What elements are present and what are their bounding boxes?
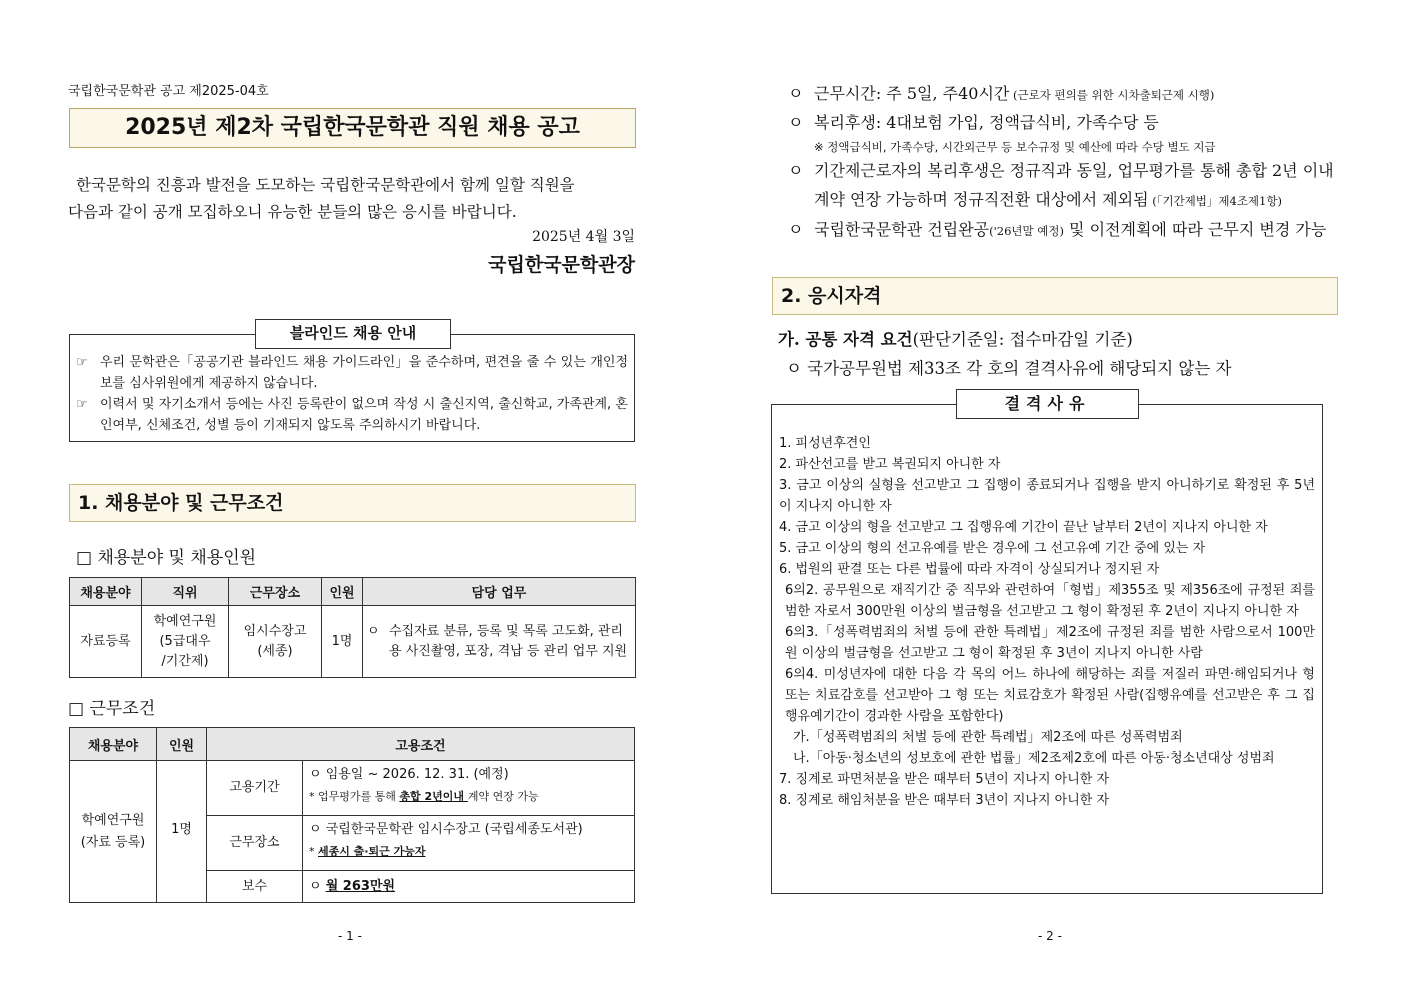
col-header: 인원 — [322, 578, 363, 606]
bullet-icon: ㅇ — [788, 220, 804, 239]
table-row — [70, 761, 635, 816]
list-item-continued: 계약 연장 가능하며 정규직전환 대상에서 제외됨 (「기간제법」제4조제1항) — [814, 190, 1282, 209]
blind-notice-title: 블라인드 채용 안내 — [255, 319, 451, 349]
list-item: 3. 금고 이상의 실형을 선고받고 그 집행이 종료되거나 집행을 받지 아니하기로 확정된 후 5년이 지나지 아니한 자 — [779, 478, 1315, 514]
cell-place: 임시수장고 (세종) — [229, 606, 322, 678]
blind-notice-list — [76, 352, 628, 436]
list-item: 5. 금고 이상의 형의 선고유예를 받은 경우에 그 선고유예 기간 중에 있는 자 — [779, 541, 1206, 556]
cell-duty: ㅇ 수집자료 분류, 등록 및 목록 고도화, 관리용 사진촬영, 포장, 격납 등 관리 업무 지원 — [363, 606, 636, 678]
pointing-hand-icon: ☞ — [76, 355, 88, 370]
cell-label: 고용기간 — [207, 761, 303, 816]
benefit-note: ※ 정액급식비, 가족수당, 시간외근무 등 보수규정 및 예산에 따라 수당 별도 지급 — [814, 140, 1216, 154]
col-header: 담당 업무 — [363, 578, 636, 606]
list-item: 4. 금고 이상의 형을 선고받고 그 집행유예 기간이 끝난 날부터 2년이 지나지 아니한 자 — [779, 520, 1268, 535]
intro-line-1: 한국문학의 진흥과 발전을 도모하는 국립한국문학관에서 함께 일할 직원을 — [76, 176, 575, 194]
bullet-icon: ㅇ — [788, 84, 804, 103]
signer: 국립한국문학관장 — [488, 254, 635, 276]
page-title: 2025년 제2차 국립한국문학관 직원 채용 공고 — [69, 108, 636, 148]
bullet-icon: ㅇ — [788, 161, 804, 180]
requirement-item: ㅇ 국가공무원법 제33조 각 호의 결격사유에 해당되지 않는 자 — [786, 359, 1232, 378]
blind-notice-item: ☞ 우리 문학관은「공공기관 블라인드 채용 가이드라인」을 준수하며, 편견을 줄 수 있는 개인정보를 심사위원에게 제공하지 않습니다. — [76, 352, 628, 394]
page-number-2: - 2 - — [1038, 929, 1062, 943]
col-header: 인원 — [157, 728, 207, 761]
recruitment-table — [69, 577, 636, 678]
cell-position: 학예연구원 (5급대우 /기간제) — [142, 606, 229, 678]
list-item: 6. 법원의 판결 또는 다른 법률에 따라 자격이 상실되거나 정지된 자 — [779, 562, 1160, 577]
working-conditions-list — [788, 80, 1348, 245]
subsection-conditions: □ 근무조건 — [68, 699, 156, 719]
pointing-hand-icon: ☞ — [76, 397, 88, 412]
col-header: 근무장소 — [229, 578, 322, 606]
list-item: 1. 피성년후견인 — [779, 436, 871, 451]
list-item: ㅇ 기간제근로자의 복리후생은 정규직과 동일, 업무평가를 통해 총합 2년 이내 — [788, 157, 1348, 185]
subsection-common-requirements: 가. 공통 자격 요건(판단기준일: 접수마감일 기준) — [778, 330, 1133, 349]
cell-field: 학예연구원 (자료 등록) — [70, 761, 157, 903]
list-item: 6의3.「성폭력범죄의 처벌 등에 관한 특례법」제2조에 규정된 죄를 범한 사람으로서 100만원 이상의 벌금형을 선고받고 그 형이 확정된 후 3년이 지나지 아니한 사람 — [785, 625, 1315, 661]
cell-field: 자료등록 — [70, 606, 142, 678]
list-item: ㅇ 근무시간: 주 5일, 주40시간 (근로자 편의를 위한 시차출퇴근제 시행) — [788, 80, 1348, 109]
section-1-heading: 1. 채용분야 및 근무조건 — [69, 484, 636, 522]
cell-label: 근무장소 — [207, 816, 303, 871]
list-item: 7. 징계로 파면처분을 받은 때부터 5년이 지나지 아니한 자 — [779, 772, 1110, 787]
cell-condition: ㅇ 월 263만원 — [303, 871, 635, 903]
list-item: 8. 징계로 해임처분을 받은 때부터 3년이 지나지 아니한 자 — [779, 793, 1110, 808]
notice-number: 국립한국문학관 공고 제2025-04호 — [68, 84, 269, 99]
disqualification-list — [779, 433, 1315, 811]
disqualification-title: 결격사유 — [956, 389, 1139, 419]
cell-count: 1명 — [322, 606, 363, 678]
cell-label: 보수 — [207, 871, 303, 903]
section-2-heading: 2. 응시자격 — [772, 277, 1338, 315]
table-header-row — [70, 728, 635, 761]
blind-notice-item: ☞ 이력서 및 자기소개서 등에는 사진 등록란이 없으며 작성 시 출신지역, 출신학교, 가족관계, 혼인여부, 신체조건, 성별 등이 기재되지 않도록 주의하시기 바랍니다. — [76, 394, 628, 436]
col-header: 직위 — [142, 578, 229, 606]
intro-paragraph — [68, 172, 636, 226]
list-item: 6의2. 공무원으로 재직기간 중 직무와 관련하여「형법」제355조 및 제356조에 규정된 죄를 범한 자로서 300만원 이상의 벌금형을 선고받고 그 형이 확정된 후 2년이 지나지 아니한 자 — [785, 583, 1315, 619]
notice-date: 2025년 4월 3일 — [532, 229, 635, 245]
list-item: 가.「성폭력범죄의 처벌 등에 관한 특례법」제2조에 따른 성폭력범죄 — [793, 730, 1183, 745]
bullet-icon: ㅇ — [788, 113, 804, 132]
cell-condition: ㅇ 국립한국문학관 임시수장고 (국립세종도서관) * 세종시 출·퇴근 가능자 — [303, 816, 635, 871]
cell-count: 1명 — [157, 761, 207, 903]
intro-line-2: 다음과 같이 공개 모집하오니 유능한 분들의 많은 응시를 바랍니다. — [68, 203, 517, 221]
list-item: ㅇ 복리후생: 4대보험 가입, 정액급식비, 가족수당 등 — [788, 109, 1348, 137]
col-header: 채용분야 — [70, 578, 142, 606]
table-header-row — [70, 578, 636, 606]
subsection-recruitment: □ 채용분야 및 채용인원 — [76, 548, 257, 568]
list-item: 2. 파산선고를 받고 복권되지 아니한 자 — [779, 457, 1001, 472]
col-header: 채용분야 — [70, 728, 157, 761]
list-item: 6의4. 미성년자에 대한 다음 각 목의 어느 하나에 해당하는 죄를 저질러 파면·해임되거나 형 또는 치료감호를 선고받아 그 형 또는 치료감호가 확정된 사람(집행유예를 선고받은 후 그 집행유예기간이 경과한 사람을 포함한다) — [785, 667, 1315, 724]
bullet-icon: ㅇ — [367, 623, 380, 639]
table-row — [70, 606, 636, 678]
list-item: 나.「아동·청소년의 성보호에 관한 법률」제2조제2호에 따른 아동·청소년대상 성범죄 — [793, 751, 1275, 766]
list-item: ㅇ 국립한국문학관 건립완공('26년말 예정) 및 이전계획에 따라 근무지 변경 가능 — [788, 216, 1348, 245]
col-header: 고용조건 — [207, 728, 635, 761]
cell-condition: ㅇ 임용일 ~ 2026. 12. 31. (예정) * 업무평가를 통해 총합 2년이내 계약 연장 가능 — [303, 761, 635, 816]
page-number-1: - 1 - — [338, 929, 362, 943]
conditions-table — [69, 727, 635, 903]
